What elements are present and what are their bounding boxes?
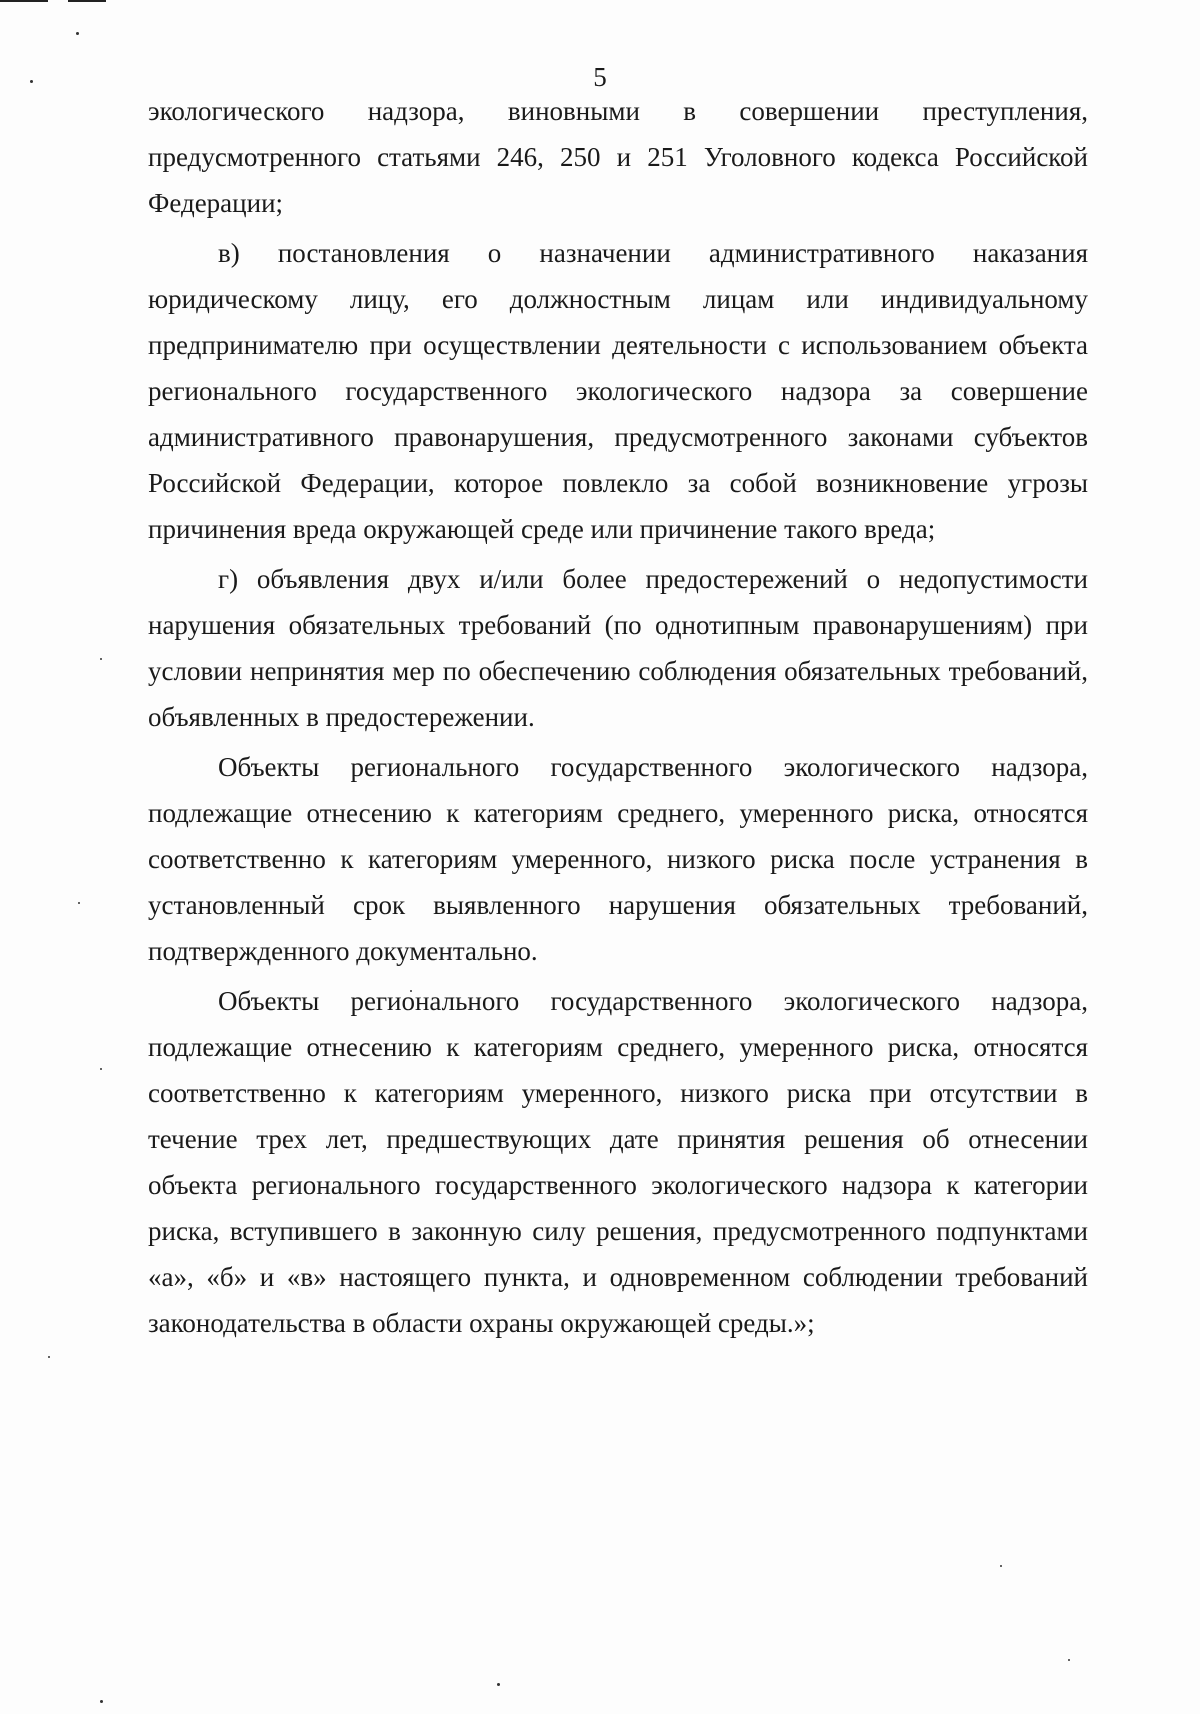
- document-body: [148, 88, 1088, 1346]
- scan-speck: [100, 1700, 103, 1703]
- scan-speck: [100, 658, 102, 660]
- scan-speck: [78, 902, 80, 904]
- scan-speck: [1068, 1659, 1070, 1661]
- scan-speck: [497, 1683, 500, 1686]
- scan-crop-mark: [0, 0, 48, 2]
- scan-speck: [1000, 1565, 1002, 1567]
- scan-speck: [100, 1068, 102, 1070]
- paragraph-continuation: экологического надзора, виновными в совершении преступления, предусмотренного статьями 246, 250 и 251 Уголовного кодекса Российской Федерации;: [148, 96, 1088, 218]
- paragraph-item-v: в) постановления о назначении административного наказания юридическому лицу, его должностным лицам или индивидуальному предпринимателю при осуществлении деятельности с использованием объекта регионального государственного экологического надзора за совершение административного правонарушения, предусмотренного законами субъектов Российской Федерации, которое повлекло за собой возникновение угрозы причинения вреда окружающей среде или причинение такого вреда;: [148, 238, 1088, 544]
- page-number: 5: [593, 62, 607, 92]
- paragraph-risk-after-fix: Объекты регионального государственного экологического надзора, подлежащие отнесению к категориям среднего, умеренного риска, относятся соответственно к категориям умеренного, низкого риска после устранения в установленный срок выявленного нарушения обязательных требований, подтвержденного документально.: [148, 752, 1088, 966]
- scan-speck: [76, 32, 79, 35]
- scan-speck: [48, 1356, 50, 1358]
- paragraph-item-g: г) объявления двух и/или более предостережений о недопустимости нарушения обязательных требований (по однотипным правонарушениям) при условии непринятия мер по обеспечению соблюдения обязательных требований, объявленных в предостережении.: [148, 564, 1088, 732]
- paragraph-risk-three-years: Объекты регионального государственного экологического надзора, подлежащие отнесению к категориям среднего, умеренного риска, относятся соответственно к категориям умеренного, низкого риска при отсутствии в течение трех лет, предшествующих дате принятия решения об отнесении объекта регионального государственного экологического надзора к категории риска, вступившего в законную силу решения, предусмотренного подпунктами «а», «б» и «в» настоящего пункта, и одновременном соблюдении требований законодательства в области охраны окружающей среды.»;: [148, 986, 1088, 1338]
- scan-crop-mark: [68, 0, 106, 2]
